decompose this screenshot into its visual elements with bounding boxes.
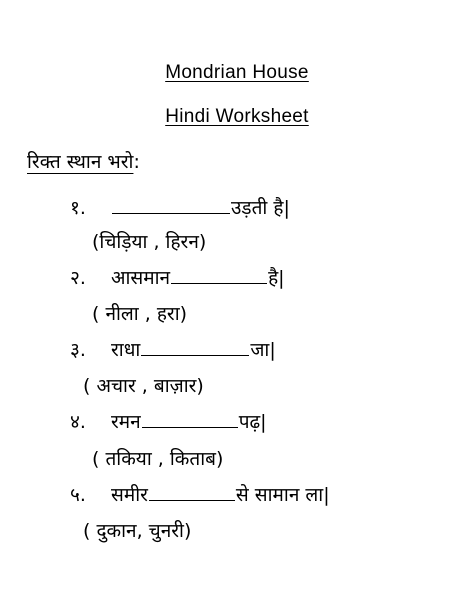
question-number: १. [70, 197, 86, 219]
question-number: २. [70, 267, 86, 289]
question-number: ४. [70, 411, 86, 433]
question-2-options: ( नीला , हरा) [92, 303, 188, 325]
school-title: Mondrian House [165, 62, 309, 83]
question-3 [70, 336, 276, 362]
question-5 [70, 481, 330, 507]
question-text-before: रमन [111, 411, 141, 433]
instruction-text: रिक्त स्थान भरो [27, 151, 134, 173]
question-text-after: जा| [250, 339, 276, 361]
question-3-options: ( अचार , बाज़ार) [83, 375, 204, 397]
question-text-after: पढ़| [238, 411, 267, 433]
question-text-before: समीर [111, 484, 148, 506]
question-4-options: ( तकिया , किताब) [92, 448, 224, 470]
question-text-after: है| [268, 267, 285, 289]
question-5-options: ( दुकान, चुनरी) [83, 520, 192, 542]
question-text-after: से सामान ला| [235, 484, 330, 506]
answer-blank[interactable] [112, 198, 230, 214]
answer-blank[interactable] [149, 485, 235, 501]
question-4 [70, 408, 267, 434]
worksheet-title: Hindi Worksheet [165, 106, 309, 127]
question-2 [70, 264, 285, 290]
question-text-after: उड़ती है| [231, 197, 290, 219]
question-number: ५. [70, 484, 86, 506]
instruction-heading [27, 148, 140, 174]
question-1-options: (चिड़िया , हिरन) [92, 231, 207, 253]
question-text-before: राधा [111, 339, 141, 361]
answer-blank[interactable] [171, 268, 267, 284]
question-text-before: आसमान [111, 267, 171, 289]
instruction-colon: : [133, 151, 140, 173]
question-number: ३. [70, 339, 86, 361]
question-1 [70, 194, 290, 220]
answer-blank[interactable] [142, 412, 238, 428]
answer-blank[interactable] [141, 340, 249, 356]
